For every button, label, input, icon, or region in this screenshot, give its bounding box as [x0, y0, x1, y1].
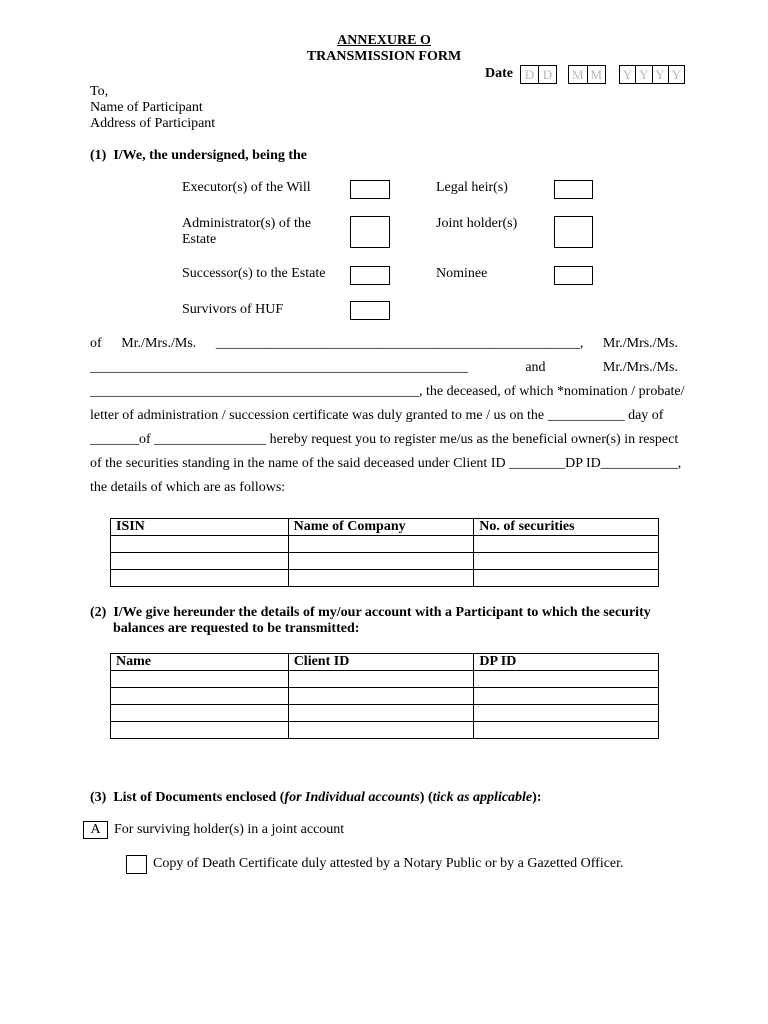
section3-suffix: ):: [532, 790, 542, 805]
section2-line1: (2) I/We give hereunder the details of my/our account with a Participant to which the security: [90, 605, 651, 620]
table-cell[interactable]: [111, 553, 289, 570]
joint-holder-label: Joint holder(s): [436, 216, 518, 231]
form-title: TRANSMISSION FORM: [306, 49, 462, 64]
survivors-huf-label: Survivors of HUF: [182, 302, 284, 317]
section3-heading: [90, 790, 541, 806]
table-cell[interactable]: [474, 705, 659, 722]
body-line-2: [90, 360, 678, 376]
table-cell[interactable]: [288, 671, 474, 688]
table-cell[interactable]: [474, 570, 659, 587]
legal-heir-checkbox[interactable]: [554, 180, 593, 199]
date-year-field[interactable]: [619, 65, 685, 84]
section3-middle: ) (: [419, 790, 433, 805]
date-day-digit: D: [521, 66, 539, 83]
title-text: Mr./Mrs./Ms.: [602, 336, 678, 351]
successor-checkbox[interactable]: [350, 266, 390, 285]
administrator-label: [182, 216, 311, 248]
date-month-digit: M: [590, 67, 603, 82]
annexure-label: ANNEXURE O: [337, 33, 431, 48]
table-cell[interactable]: [474, 536, 659, 553]
table-header-row: [111, 519, 659, 536]
legal-heir-label: Legal heir(s): [436, 180, 508, 195]
deceased-name-blank[interactable]: ____________________________________________________,: [215, 336, 584, 351]
table-cell[interactable]: [111, 705, 289, 722]
body-line-6: of the securities standing in the name of the said deceased under Client ID ________DP ID___________,: [90, 456, 682, 471]
securities-count-header: No. of securities: [474, 519, 659, 536]
body-line-3: _______________________________________________, the deceased, of which *nomination / probate/: [90, 384, 685, 399]
administrator-label-line1: Administrator(s) of the: [182, 216, 312, 231]
table-cell[interactable]: [111, 536, 289, 553]
section3-italic-tick: tick as applicable: [432, 790, 533, 805]
executor-checkbox[interactable]: [350, 180, 390, 199]
section2-heading: [90, 605, 651, 637]
death-certificate-text: Copy of Death Certificate duly attested by a Notary Public or by a Gazetted Officer.: [153, 856, 624, 871]
date-day-digit: D: [542, 67, 553, 82]
table-cell[interactable]: [474, 671, 659, 688]
date-label: Date: [485, 66, 513, 81]
isin-header: ISIN: [111, 519, 289, 536]
table-cell[interactable]: [288, 553, 474, 570]
participant-address-label: Address of Participant: [90, 116, 216, 131]
table-row: [111, 553, 659, 570]
participant-name-label: Name of Participant: [90, 100, 203, 115]
address-block: [90, 84, 215, 132]
name-blank[interactable]: ______________________________________________________: [90, 360, 468, 375]
table-cell[interactable]: [474, 722, 659, 739]
death-certificate-checkbox[interactable]: [126, 855, 147, 874]
item-a-text: For surviving holder(s) in a joint account: [114, 822, 345, 837]
client-id-header: Client ID: [288, 654, 474, 671]
table-cell[interactable]: [111, 671, 289, 688]
date-year-digit: Y: [653, 66, 669, 83]
title-text: Mr./Mrs./Ms.: [121, 336, 197, 351]
table-cell[interactable]: [288, 536, 474, 553]
table-cell[interactable]: [288, 570, 474, 587]
table-row: [111, 705, 659, 722]
date-year-digit: Y: [636, 66, 652, 83]
date-month-field[interactable]: [568, 65, 606, 84]
section2-line2: balances are requested to be transmitted:: [113, 621, 360, 636]
successor-label: Successor(s) to the Estate: [182, 266, 326, 281]
administrator-checkbox[interactable]: [350, 216, 390, 248]
company-name-header: Name of Company: [288, 519, 474, 536]
table-cell[interactable]: [474, 688, 659, 705]
body-line-4: letter of administration / succession certificate was duly granted to me / us on the ___________ day of: [90, 408, 664, 423]
table-row: [111, 688, 659, 705]
date-year-digit: Y: [620, 66, 636, 83]
and-text: and: [525, 360, 546, 375]
table-row: [111, 570, 659, 587]
date-month-digit: M: [569, 66, 588, 83]
table-cell[interactable]: [111, 570, 289, 587]
dp-id-header: DP ID: [474, 654, 659, 671]
of-text: of: [90, 336, 102, 351]
to-label: To,: [90, 84, 109, 99]
administrator-label-line2: Estate: [182, 232, 217, 247]
table-cell[interactable]: [288, 705, 474, 722]
nominee-checkbox[interactable]: [554, 266, 593, 285]
table-header-row: [111, 654, 659, 671]
table-cell[interactable]: [288, 688, 474, 705]
table-cell[interactable]: [474, 553, 659, 570]
executor-label: Executor(s) of the Will: [182, 180, 311, 195]
date-year-digit: Y: [671, 67, 682, 82]
date-day-field[interactable]: [520, 65, 557, 84]
account-table: [110, 653, 659, 739]
body-line-5: _______of ________________ hereby request you to register me/us as the beneficial owner(s) in respect: [90, 432, 679, 447]
table-row: [111, 536, 659, 553]
table-cell[interactable]: [111, 688, 289, 705]
section3-italic-accounts: for Individual accounts: [284, 790, 420, 805]
name-header: Name: [111, 654, 289, 671]
item-a-label: A: [83, 821, 108, 839]
table-cell[interactable]: [111, 722, 289, 739]
survivors-huf-checkbox[interactable]: [350, 301, 390, 320]
securities-table: [110, 518, 659, 587]
table-row: [111, 671, 659, 688]
table-cell[interactable]: [288, 722, 474, 739]
section1-heading: (1) I/We, the undersigned, being the: [90, 148, 308, 163]
joint-holder-checkbox[interactable]: [554, 216, 593, 248]
title-text: Mr./Mrs./Ms.: [602, 360, 678, 375]
section3-prefix: (3) List of Documents enclosed (: [90, 790, 285, 805]
nominee-label: Nominee: [436, 266, 488, 281]
body-line-1: [90, 336, 678, 352]
table-row: [111, 722, 659, 739]
body-line-7: the details of which are as follows:: [90, 480, 286, 495]
